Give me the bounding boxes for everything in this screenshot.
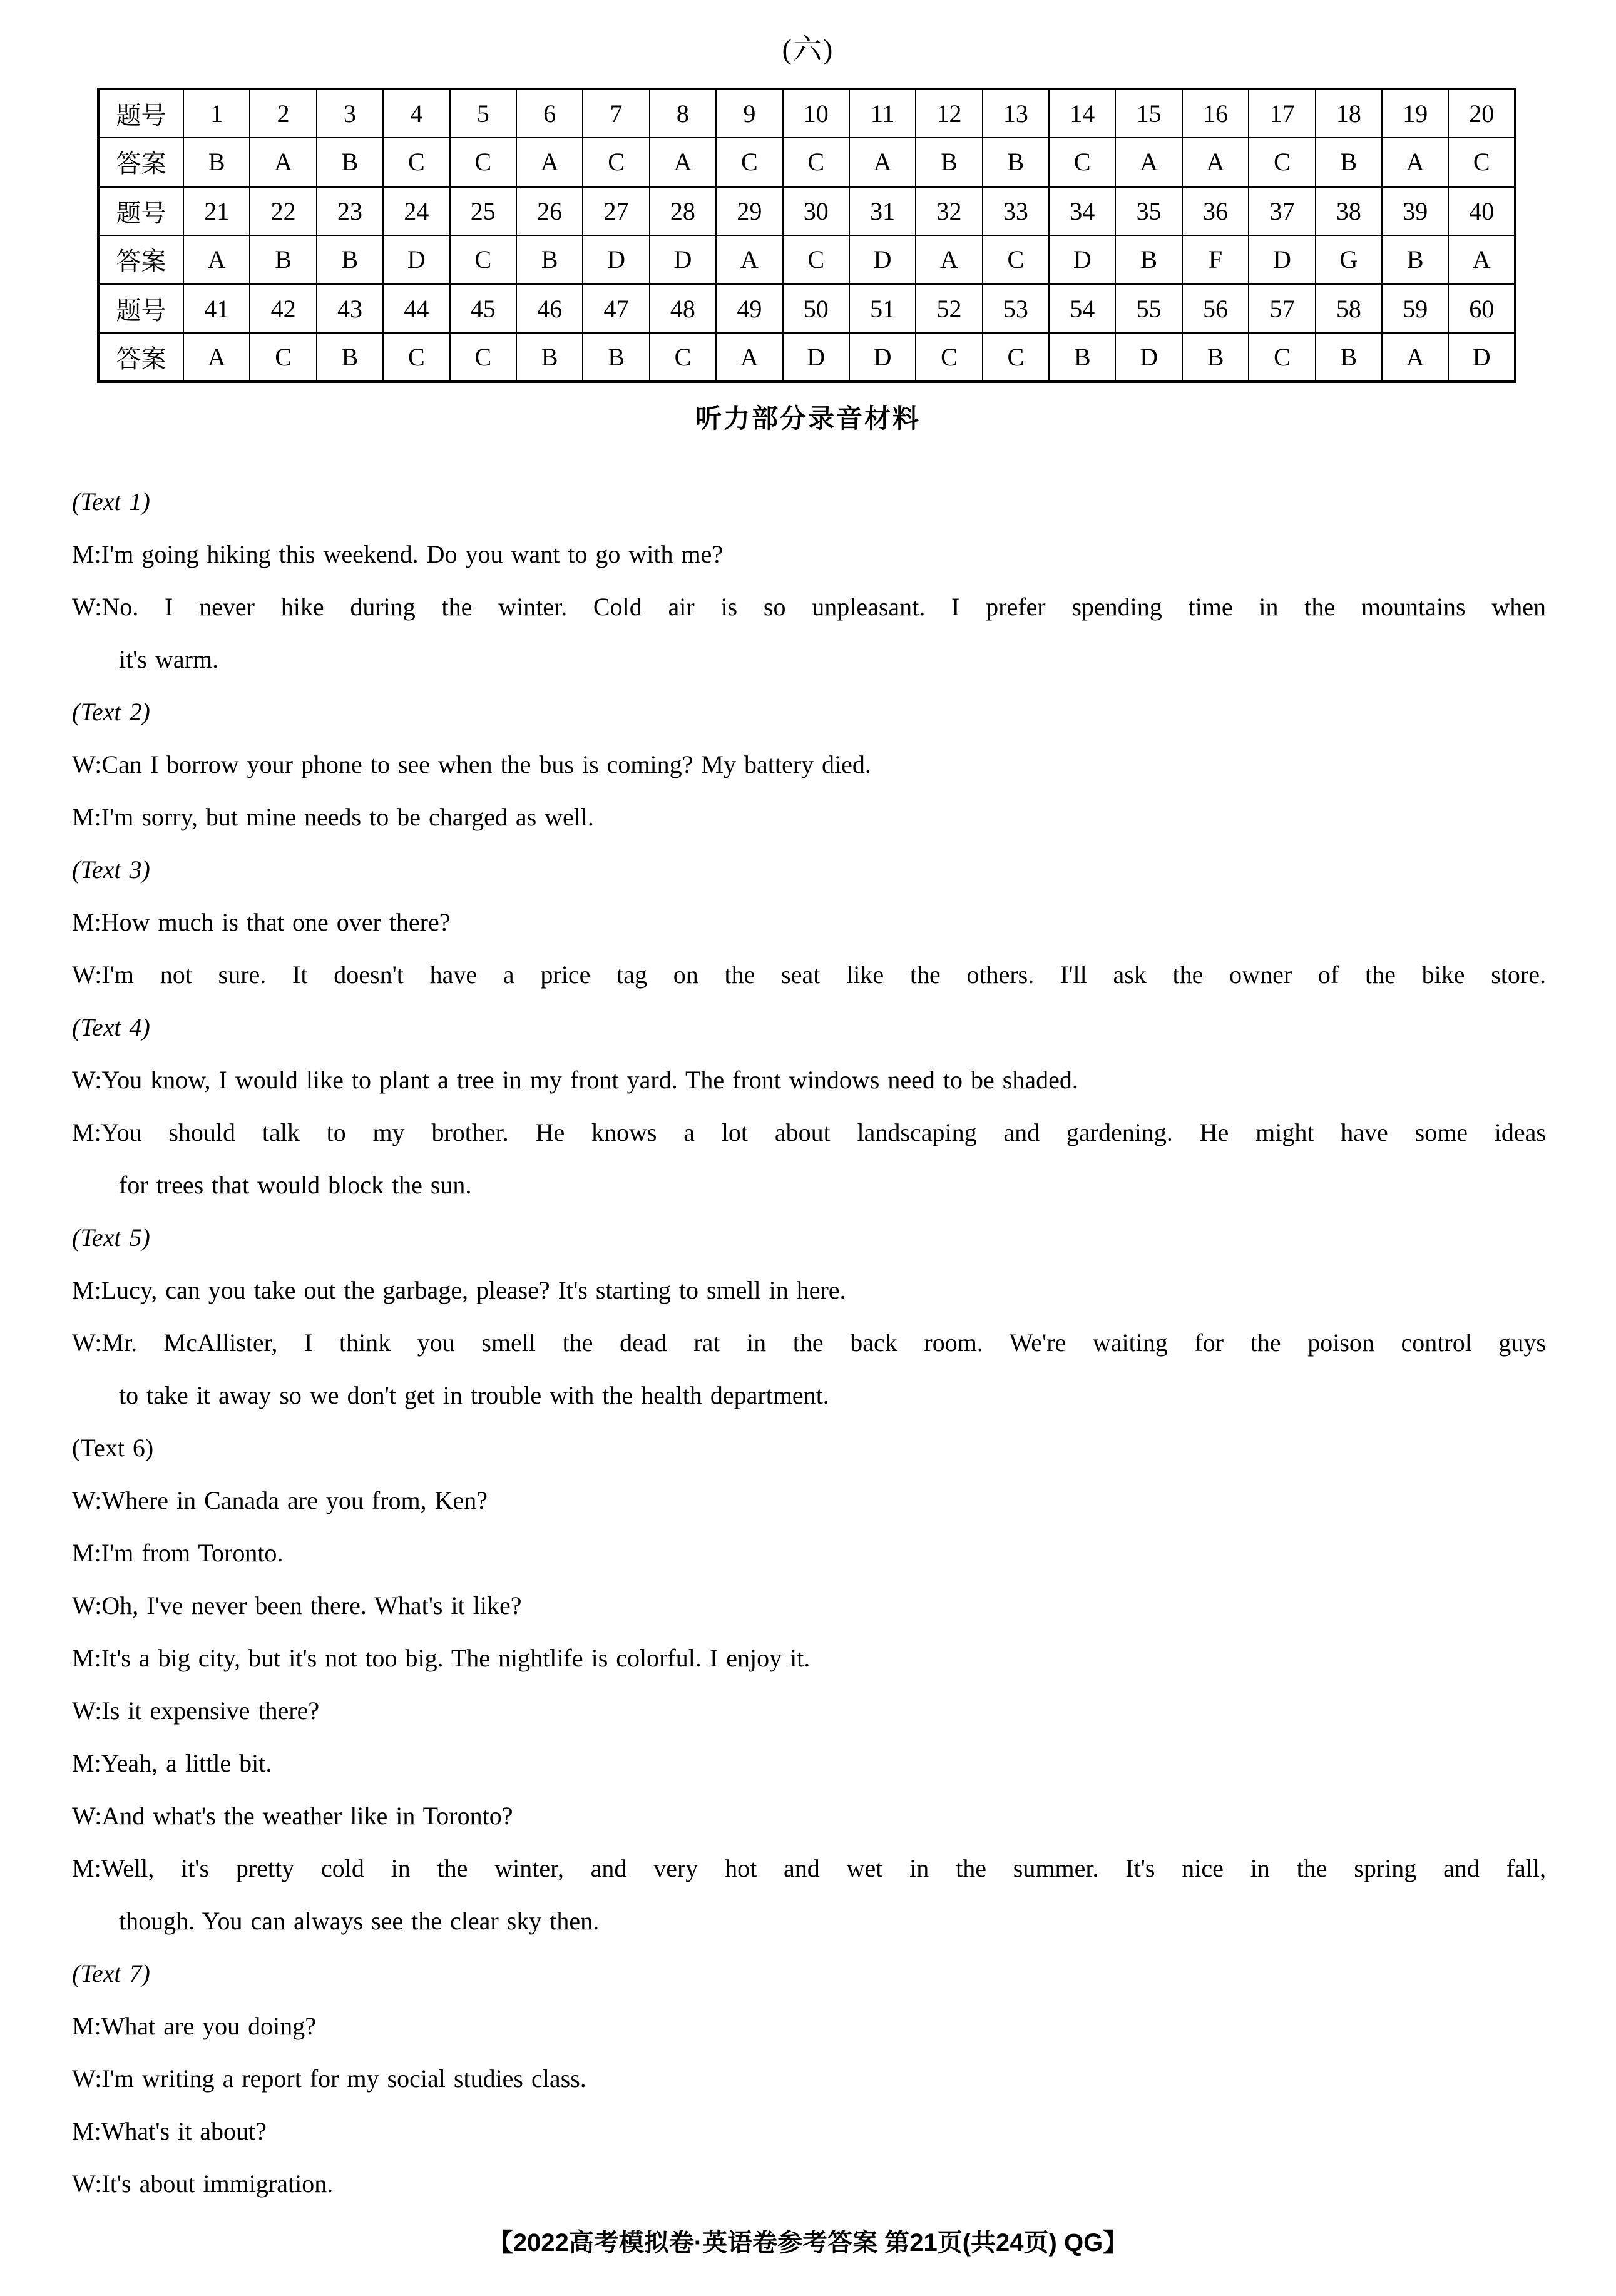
table-cell: 30 (783, 186, 849, 235)
table-cell: B (583, 333, 649, 382)
table-cell: 55 (1115, 284, 1182, 333)
table-cell: 24 (383, 186, 449, 235)
section-label: (Text 4) (72, 1013, 150, 1041)
table-cell: C (583, 138, 649, 186)
table-cell: 13 (983, 89, 1049, 138)
table-cell: 28 (650, 186, 716, 235)
transcript-line: M:I'm sorry, but mine needs to be charged as well. (72, 803, 595, 831)
transcript-line: W:I'm writing a report for my social studies class. (72, 2064, 586, 2093)
table-row (98, 235, 1515, 284)
transcript-line: W:You know, I would like to plant a tree in my front yard. The front windows need to be shaded. (72, 1066, 1078, 1094)
answer-table-body (98, 89, 1515, 382)
transcript-line: W:It's about immigration. (72, 2170, 334, 2198)
table-cell: 12 (916, 89, 982, 138)
table-cell: C (450, 138, 516, 186)
table-cell: 19 (1382, 89, 1448, 138)
table-cell: C (983, 333, 1049, 382)
table-cell: 32 (916, 186, 982, 235)
table-cell: 1 (183, 89, 250, 138)
table-cell: A (849, 138, 916, 186)
table-cell: C (783, 235, 849, 284)
table-cell: B (1382, 235, 1448, 284)
section-label: (Text 5) (72, 1223, 150, 1252)
table-cell: B (317, 235, 383, 284)
transcript-line: M:What's it about? (72, 2117, 267, 2145)
table-cell: D (383, 235, 449, 284)
page-title: (六) (782, 33, 834, 65)
table-cell: 26 (516, 186, 583, 235)
transcript-line: M:Lucy, can you take out the garbage, please? It's starting to smell in here. (72, 1276, 846, 1304)
table-cell: 56 (1182, 284, 1249, 333)
transcript-line: though. You can always see the clear sky then. (119, 1907, 600, 1935)
table-cell: D (1049, 235, 1115, 284)
table-cell: 20 (1448, 89, 1515, 138)
transcript-line: W:No. I never hike during the winter. Cold air is so unpleasant. I prefer spending time in the mountains when (72, 593, 1546, 621)
table-cell: B (1316, 333, 1382, 382)
table-cell: 46 (516, 284, 583, 333)
table-cell: 39 (1382, 186, 1448, 235)
transcript-line: W:Oh, I've never been there. What's it like? (72, 1591, 522, 1620)
table-cell: 43 (317, 284, 383, 333)
table-cell: 40 (1448, 186, 1515, 235)
table-cell: 8 (650, 89, 716, 138)
table-cell: 21 (183, 186, 250, 235)
table-cell: B (1316, 138, 1382, 186)
transcript-line: W:Where in Canada are you from, Ken? (72, 1486, 488, 1514)
table-cell: A (1448, 235, 1515, 284)
table-cell: 42 (250, 284, 316, 333)
table-cell: A (1182, 138, 1249, 186)
table-cell: 51 (849, 284, 916, 333)
table-cell: B (183, 138, 250, 186)
table-cell: 3 (317, 89, 383, 138)
table-cell: B (1182, 333, 1249, 382)
table-cell: 36 (1182, 186, 1249, 235)
table-cell: 33 (983, 186, 1049, 235)
transcript-line: M:It's a big city, but it's not too big. The nightlife is colorful. I enjoy it. (72, 1644, 811, 1672)
table-row (98, 89, 1515, 138)
table-row (98, 333, 1515, 382)
table-cell: A (516, 138, 583, 186)
table-row (98, 186, 1515, 235)
table-cell: 59 (1382, 284, 1448, 333)
table-cell: 41 (183, 284, 250, 333)
table-cell: D (1249, 235, 1315, 284)
table-cell: B (317, 138, 383, 186)
table-cell: 27 (583, 186, 649, 235)
row-label: 题号 (98, 186, 183, 235)
transcript-line: M:What are you doing? (72, 2012, 316, 2040)
table-cell: D (583, 235, 649, 284)
section-label: (Text 1) (72, 487, 150, 516)
transcript-line: M:How much is that one over there? (72, 908, 451, 936)
table-cell: A (716, 333, 782, 382)
table-cell: C (383, 138, 449, 186)
table-cell: 52 (916, 284, 982, 333)
table-cell: C (650, 333, 716, 382)
table-cell: C (1049, 138, 1115, 186)
table-cell: 22 (250, 186, 316, 235)
table-cell: 48 (650, 284, 716, 333)
table-cell: C (450, 333, 516, 382)
table-cell: C (916, 333, 982, 382)
table-cell: B (983, 138, 1049, 186)
table-cell: C (1249, 333, 1315, 382)
table-cell: 15 (1115, 89, 1182, 138)
table-cell: D (849, 333, 916, 382)
transcript-line: M:You should talk to my brother. He knows a lot about landscaping and gardening. He might have some ideas (72, 1118, 1546, 1146)
table-cell: A (250, 138, 316, 186)
table-cell: G (1316, 235, 1382, 284)
table-cell: C (383, 333, 449, 382)
transcript-line: for trees that would block the sun. (119, 1171, 472, 1199)
transcript-line: W:Can I borrow your phone to see when the bus is coming? My battery died. (72, 750, 871, 778)
table-cell: A (716, 235, 782, 284)
table-cell: A (1382, 333, 1448, 382)
table-cell: 14 (1049, 89, 1115, 138)
table-cell: 29 (716, 186, 782, 235)
table-cell: 53 (983, 284, 1049, 333)
transcript-line: to take it away so we don't get in trouble with the health department. (119, 1381, 829, 1409)
transcript-line: W:Mr. McAllister, I think you smell the dead rat in the back room. We're waiting for the poison control guys (72, 1329, 1546, 1357)
table-cell: 37 (1249, 186, 1315, 235)
table-cell: C (1448, 138, 1515, 186)
table-cell: 38 (1316, 186, 1382, 235)
transcript-line: M:Well, it's pretty cold in the winter, and very hot and wet in the summer. It's nice in the spring and fall, (72, 1854, 1546, 1882)
transcript-line: M:I'm from Toronto. (72, 1539, 284, 1567)
table-cell: 10 (783, 89, 849, 138)
transcript-line: M:I'm going hiking this weekend. Do you want to go with me? (72, 540, 724, 568)
table-cell: 49 (716, 284, 782, 333)
table-cell: 57 (1249, 284, 1315, 333)
answer-table (97, 88, 1516, 383)
table-cell: B (250, 235, 316, 284)
table-cell: B (317, 333, 383, 382)
transcript-line: W:And what's the weather like in Toronto? (72, 1802, 513, 1830)
transcript (72, 476, 1546, 2210)
table-cell: B (1049, 333, 1115, 382)
table-cell: A (650, 138, 716, 186)
row-label: 答案 (98, 235, 183, 284)
table-cell: B (1115, 235, 1182, 284)
section-label: (Text 2) (72, 698, 150, 726)
table-cell: F (1182, 235, 1249, 284)
table-cell: 34 (1049, 186, 1115, 235)
table-cell: A (183, 333, 250, 382)
table-cell: 16 (1182, 89, 1249, 138)
table-cell: A (916, 235, 982, 284)
table-row (98, 284, 1515, 333)
table-cell: B (516, 333, 583, 382)
transcript-line: W:I'm not sure. It doesn't have a price tag on the seat like the others. I'll ask the owner of the bike store. (72, 961, 1546, 989)
row-label: 题号 (98, 284, 183, 333)
row-label: 答案 (98, 138, 183, 186)
table-cell: 35 (1115, 186, 1182, 235)
table-cell: 9 (716, 89, 782, 138)
table-cell: 45 (450, 284, 516, 333)
row-label: 答案 (98, 333, 183, 382)
listening-heading: 听力部分录音材料 (695, 404, 921, 433)
table-cell: B (916, 138, 982, 186)
table-cell: 31 (849, 186, 916, 235)
row-label: 题号 (98, 89, 183, 138)
table-cell: A (1382, 138, 1448, 186)
transcript-line: M:Yeah, a little bit. (72, 1749, 272, 1777)
table-cell: D (650, 235, 716, 284)
table-cell: A (1115, 138, 1182, 186)
table-cell: D (1115, 333, 1182, 382)
table-cell: D (783, 333, 849, 382)
table-cell: 18 (1316, 89, 1382, 138)
table-cell: 47 (583, 284, 649, 333)
table-cell: 17 (1249, 89, 1315, 138)
section-label: (Text 6) (72, 1434, 154, 1462)
table-cell: 54 (1049, 284, 1115, 333)
table-cell: 4 (383, 89, 449, 138)
table-cell: 2 (250, 89, 316, 138)
table-cell: C (450, 235, 516, 284)
table-cell: C (983, 235, 1049, 284)
table-cell: C (1249, 138, 1315, 186)
table-cell: 50 (783, 284, 849, 333)
table-cell: 23 (317, 186, 383, 235)
table-cell: C (250, 333, 316, 382)
section-label: (Text 3) (72, 855, 150, 884)
table-cell: A (183, 235, 250, 284)
table-row (98, 138, 1515, 186)
transcript-line: it's warm. (119, 645, 219, 673)
table-cell: B (516, 235, 583, 284)
table-cell: 60 (1448, 284, 1515, 333)
table-cell: 5 (450, 89, 516, 138)
table-cell: D (1448, 333, 1515, 382)
table-cell: 11 (849, 89, 916, 138)
table-cell: 7 (583, 89, 649, 138)
page-footer: 【2022高考模拟卷·英语卷参考答案 第21页(共24页) QG】 (488, 2229, 1128, 2257)
table-cell: 58 (1316, 284, 1382, 333)
table-cell: 6 (516, 89, 583, 138)
table-cell: 44 (383, 284, 449, 333)
transcript-line: W:Is it expensive there? (72, 1696, 320, 1725)
table-cell: 25 (450, 186, 516, 235)
table-cell: C (716, 138, 782, 186)
table-cell: C (783, 138, 849, 186)
section-label: (Text 7) (72, 1959, 150, 1987)
table-cell: D (849, 235, 916, 284)
